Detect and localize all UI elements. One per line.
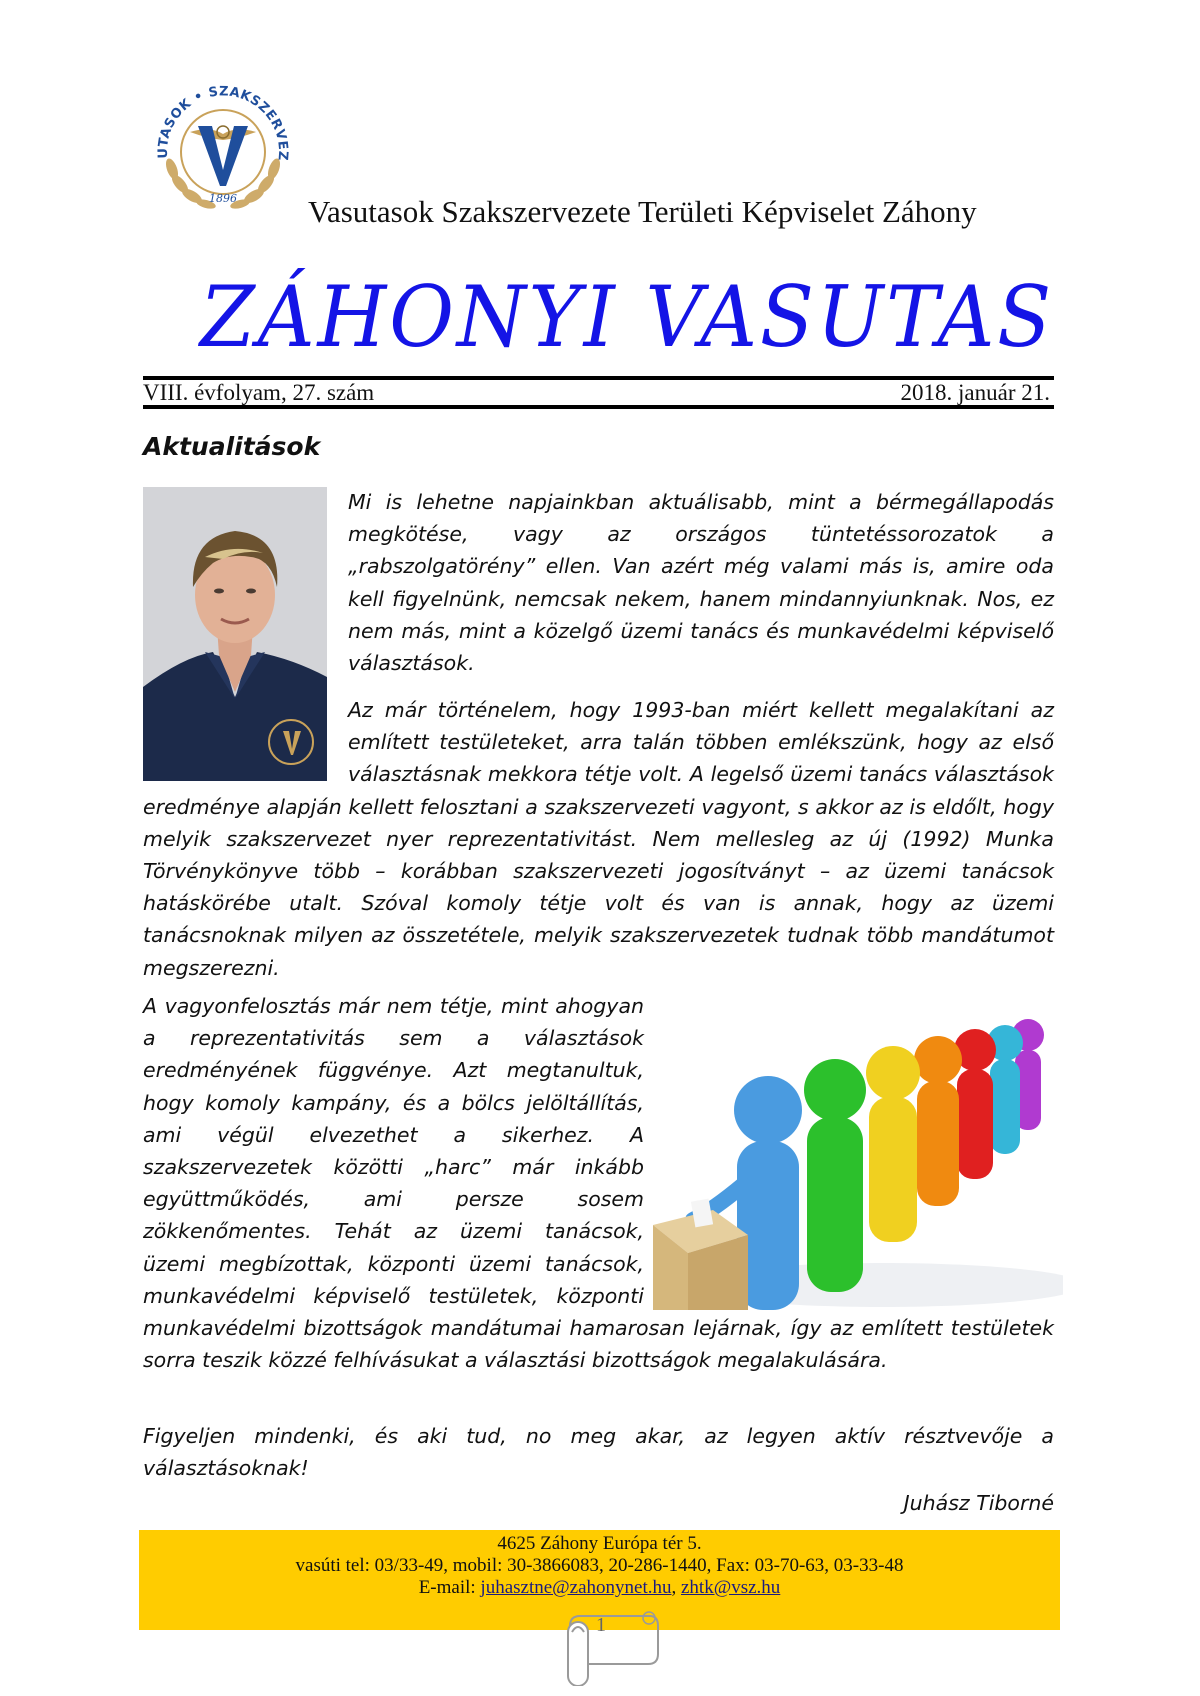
footer-phones: vasúti tel: 03/33-49, mobil: 30-3866083, 20-286-1440, Fax: 03-70-63, 03-33-48 <box>295 1555 904 1576</box>
author-signature: Juhász Tiborné <box>903 1491 1054 1515</box>
article-title: Aktualitások <box>143 432 321 461</box>
email-separator: , <box>671 1577 677 1598</box>
email-link-juhasztne[interactable]: juhasztne@zahonynet.hu <box>480 1577 672 1598</box>
footer-email-line <box>139 1577 1060 1599</box>
portrait-float-spacer <box>143 694 348 790</box>
email-label: E-mail: <box>418 1577 476 1598</box>
article-paragraph-1: Mi is lehetne napjainkban aktuálisabb, mint a bérmegállapodás megkötése, vagy az országos tüntetéssorozatok a „rabszolgatörény” ellen. Van azért még valami más is, amire oda kell figyelnünk, nemcsak nekem, hanem mindannyiunknak. Nos, ez nem más, mint a közelgő üzemi tanács és munkavédelmi képviselő választások. <box>348 490 1054 676</box>
svg-text:1896: 1896 <box>209 192 237 205</box>
organization-name: Vasutasok Szakszervezete Területi Képviselet Záhony <box>308 194 977 229</box>
article-paragraph-4: Figyeljen mindenki, és aki tud, no meg akar, az legyen aktív résztvevője a választásoknak! <box>143 1424 1054 1481</box>
article-paragraph-2-wrap <box>143 694 1054 984</box>
issue-date: 2018. január 21. <box>900 380 1050 405</box>
issue-info-bar <box>143 380 1054 404</box>
article-paragraph-3-wrap <box>143 990 1054 1376</box>
footer-address: 4625 Záhony Európa tér 5. <box>497 1533 702 1554</box>
issue-number: VIII. évfolyam, 27. szám <box>143 380 375 405</box>
union-emblem-icon <box>150 74 296 220</box>
article-paragraph-3: A vagyonfelosztás már nem tétje, mint ahogyan a reprezentativitás sem a választások eredményének függvénye. Azt megtanultuk, hogy komoly kampány, és a bölcs jelöltállítás, ami végül elvezethet a sikerhez. A szakszervezetek közötti „harc” már inkább együttműködés, ami persze sosem zökkenőmentes. Tehát az üzemi tanácsok, üzemi megbízottak, központi üzemi tanácsok, munkavédelmi képviselő testületek, központi munkavédelmi bizottságok mandátumai hamarosan lejárnak, így az említett testületek sorra teszik közzé felhívásukat a választási bizottságok megalakulására. <box>143 994 1054 1373</box>
email-link-zhtk[interactable]: zhtk@vsz.hu <box>681 1577 781 1598</box>
divider-rule <box>143 405 1054 409</box>
page-number: 1 <box>596 1614 606 1636</box>
svg-text:VASUTASOK • SZAKSZERVEZETE: UTASOK • SZAKSZERVEZ <box>155 84 291 162</box>
article-paragraph-2: Az már történelem, hogy 1993-ban miért kellett megalakítani az említett testületeket, arra talán többen emlékszünk, hogy az első választásnak mekkora tétje volt. A legelső üzemi tanács választások eredménye alapján kellett felosztani a szakszervezeti vagyont, s akkor az is eldőlt, hogy melyik szakszervezet nyer reprezentativitást. Nem mellesleg az új (1992) Munka Törvénykönyve több – korábban szakszervezeti jogosítványt – az üzemi tanácsok hatáskörébe utalt. Szóval komoly tétje volt és van is annak, hogy az üzemi tanácsnoknak milyen az összetétele, melyik szakszervezetek tudnak több mandátumot megszerezni. <box>143 698 1054 980</box>
illustration-float-spacer <box>644 990 1054 1310</box>
masthead-title: ZÁHONYI VASUTAS <box>200 268 1055 366</box>
